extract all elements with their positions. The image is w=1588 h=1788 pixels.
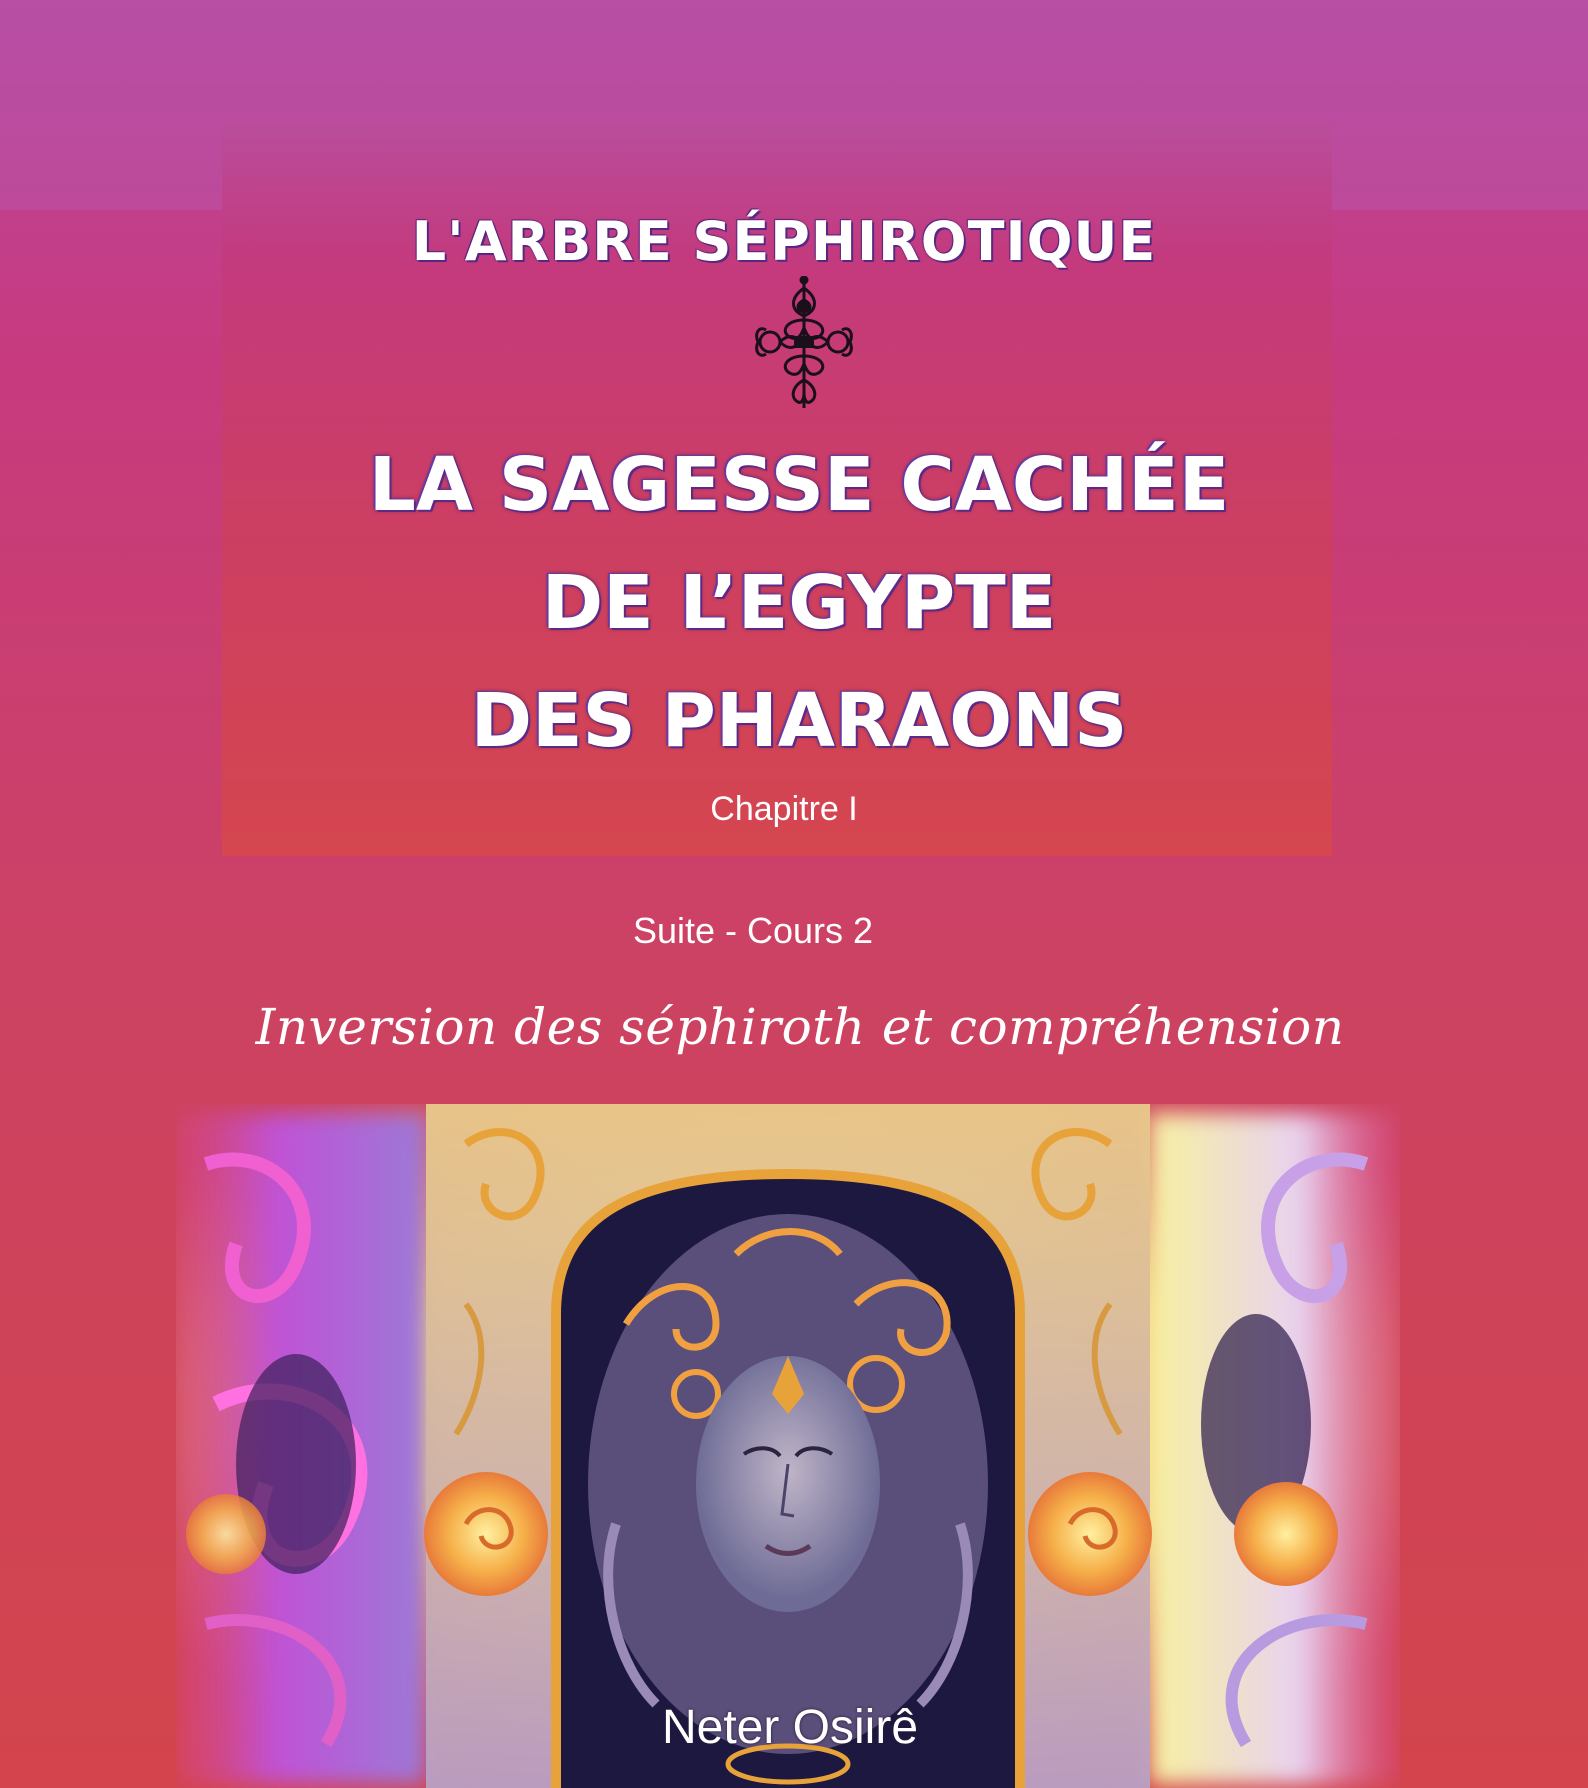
goddess-face-illustration xyxy=(176,1104,1400,1788)
author-name: Neter Osiirê xyxy=(661,1701,919,1754)
chapter-label: Chapitre I xyxy=(710,790,858,828)
title-line-1: LA SAGESSE CACHÉE xyxy=(368,442,1230,528)
suite-label: Suite - Cours 2 xyxy=(632,910,874,951)
title-line-2: DE L’EGYPTE xyxy=(541,560,1057,646)
over-title: L'ARBRE SÉPHIROTIQUE xyxy=(411,210,1157,273)
title-line-3: DES PHARAONS xyxy=(470,678,1128,764)
main-title xyxy=(222,426,1376,780)
subtitle: Inversion des séphiroth et compréhension xyxy=(255,998,1345,1056)
ornate-fleur-icon xyxy=(750,276,858,410)
